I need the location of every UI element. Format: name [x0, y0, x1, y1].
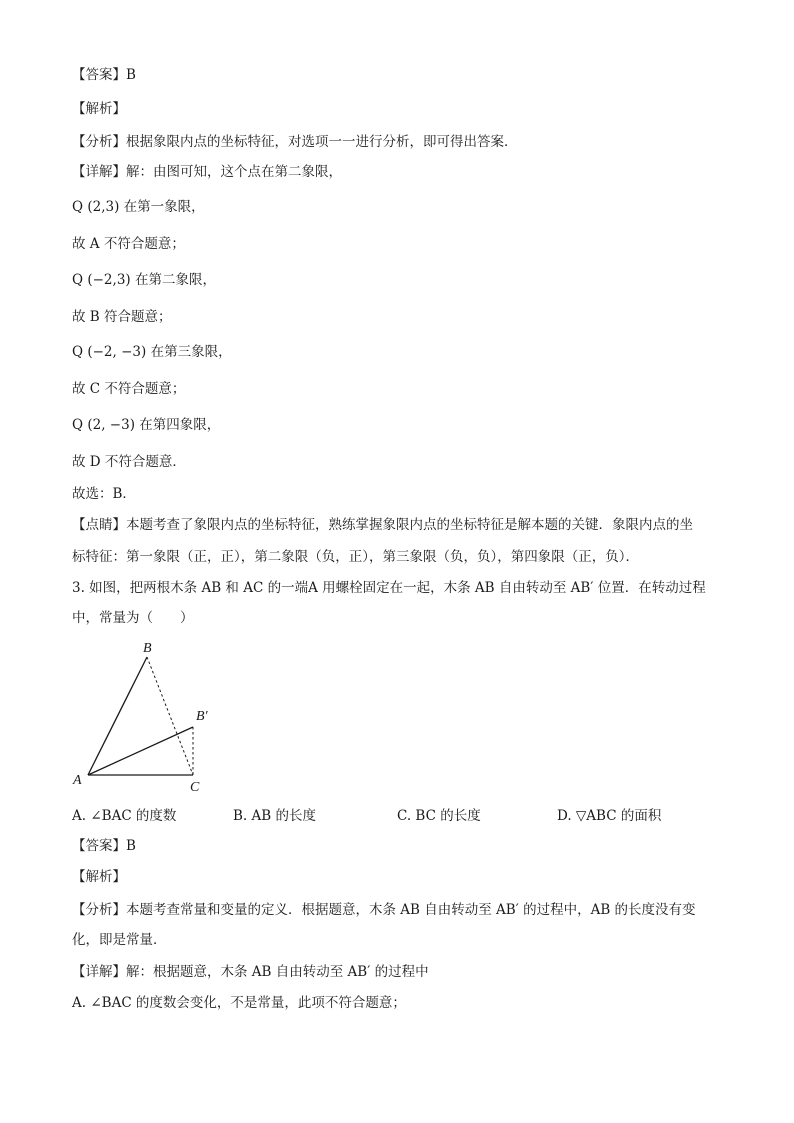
- point-q2: Q (−2,3) 在第二象限，: [72, 272, 216, 288]
- option-c: C. BC 的长度: [397, 808, 481, 824]
- question-3-stem-line-2: 中，常量为（ ）: [72, 610, 194, 626]
- label-c: C: [190, 780, 200, 795]
- result-1: 故 A 不符合题意；: [72, 236, 185, 252]
- fenxi-2-line-1: 【分析】本题考查常量和变量的定义．根据题意，木条 AB 自由转动至 AB′ 的过程中，AB 的长度没有变: [72, 902, 696, 918]
- label-b-prime: B′: [196, 709, 208, 724]
- dianjing-line-2: 标特征：第一象限（正，正），第二象限（负，正），第三象限（负，负），第四象限（正，负）．: [72, 549, 639, 565]
- question-3-stem-line-1: 3. 如图，把两根木条 AB 和 AC 的一端A 用螺栓固定在一起，木条 AB 自由转动至 AB′ 位置．在转动过程: [72, 580, 706, 596]
- result-4: 故 D 不符合题意．: [72, 454, 186, 470]
- option-a-explanation: A. ∠BAC 的度数会变化，不是常量，此项不符合题意；: [72, 995, 406, 1011]
- answer-label-1: 【答案】B: [72, 67, 136, 83]
- result-2: 故 B 符合题意；: [72, 309, 172, 325]
- point-q3: Q (−2, −3) 在第三象限，: [72, 344, 232, 360]
- option-a: A. ∠BAC 的度数: [72, 808, 177, 824]
- point-q4: Q (2, −3) 在第四象限，: [72, 417, 221, 433]
- label-a: A: [73, 773, 82, 788]
- choose-1: 故选：B．: [72, 486, 136, 502]
- label-b: B: [143, 641, 152, 656]
- xiangjie-2: 【详解】解：根据题意，木条 AB 自由转动至 AB′ 的过程中: [72, 964, 429, 980]
- answer-label-2: 【答案】B: [72, 838, 136, 854]
- segment-bc-dashed: [147, 657, 193, 775]
- fenxi-1: 【分析】根据象限内点的坐标特征，对选项一一进行分析，即可得出答案．: [72, 134, 518, 150]
- fenxi-2-line-2: 化，即是常量．: [72, 932, 167, 948]
- result-3: 故 C 不符合题意；: [72, 381, 186, 397]
- option-b: B. AB 的长度: [233, 808, 316, 824]
- option-d: D. ▽ABC 的面积: [557, 808, 662, 824]
- segment-ab: [88, 657, 147, 775]
- segment-abp: [88, 727, 193, 775]
- xiangjie-1: 【详解】解：由图可知，这个点在第二象限，: [72, 164, 342, 180]
- dianjing-line-1: 【点睛】本题考查了象限内点的坐标特征，熟练掌握象限内点的坐标特征是解本题的关键．象限内点的坐: [72, 517, 693, 533]
- point-q1: Q (2,3) 在第一象限，: [72, 199, 205, 215]
- analysis-label-2: 【解析】: [72, 869, 126, 885]
- analysis-label-1: 【解析】: [72, 101, 126, 117]
